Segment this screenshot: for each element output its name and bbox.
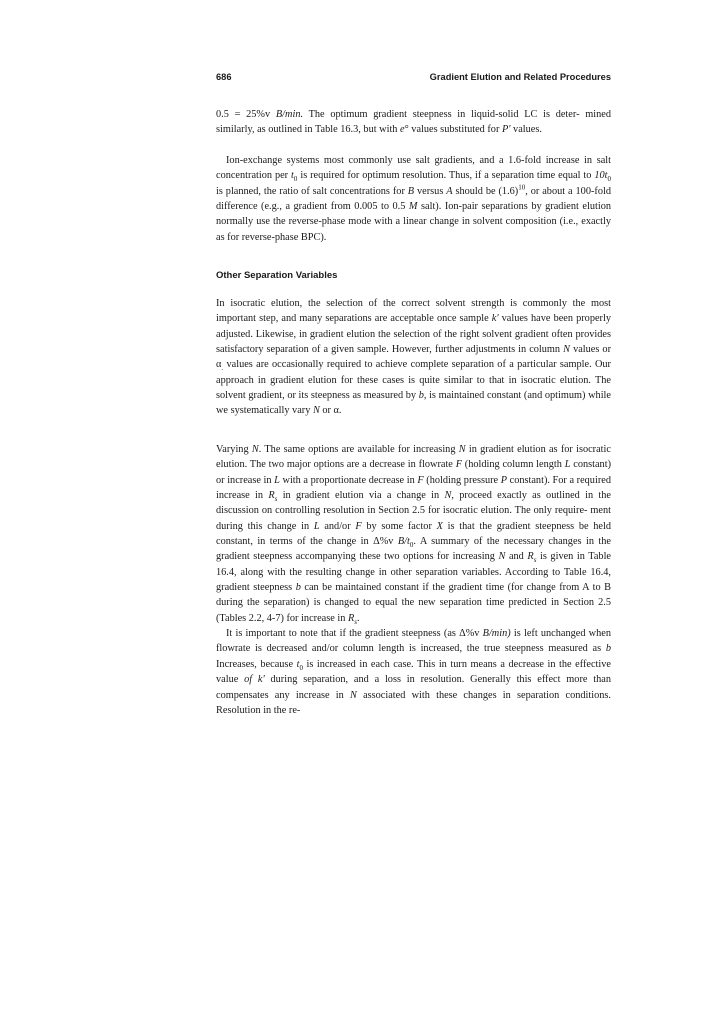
paragraph-continued (216, 107, 611, 138)
paragraph-text: It is important to note that if the gradient steepness (as Δ%v B/min) is left unchanged when flowrate is decreased and/or column length is increased, the true steepness measured as b Increases, because $t_0$ is increased in each case. This in turn means a decrease in the effective value of k' during separation, and a loss in resolution. Generally this effect more than compensates any increase in N associated with these changes in separation conditions. Resolution in the re- (216, 628, 611, 716)
paragraph-text: In isocratic elution, the selection of the correct solvent strength is commonly the most important step, and many separations are acceptable once sample k' values have been properly adjusted. Likewise, in gradient elution the selection of the right solvent gradient often provides satisfactory separation of a given sample. However, further adjustments in column N values or $\alpha_.$ values are occasionally required to achieve complete separation of a particular sample. Our approach in gradient elution for these cases is quite similar to that in isocratic elution. The solvent gradient, or its steepness as measured by b, is maintained constant (and optimum) while we systematically vary N or α. (216, 298, 612, 417)
paragraph-text: Varying N. The same options are available for increasing N in gradient elution as for isocratic elution. The two major options are a decrease in flowrate F (holding column length L constant) or increase in L with a proportionate decrease in F (holding pressure P constant). For a required increase in $R_s$ in gradient elution via a change in N, proceed exactly as outlined in the discussion on controlling resolution in Section 2.5 for isocratic elution. The only require- ment during this change in L and/or F by some factor X is that the gradient steepness be held constant, in terms of the change in Δ%v $B/t_0$. A summary of the necessary changes in the gradient steepness accompanying these two options for increasing N and $R_s$ is given in Table 16.4, along with the resulting change in other separation variables. According to Table 16.4, gradient steepness b can be maintained constant if the gradient time (for change from A to B during the separation) is changed to equal the new separation time predicted in Section 2.5 (Tables 2.2, 4-7) for increase in $R_s$. It is important to note that if the gradient steepness (as Δ%v B/min) is left unchanged when flowrate is decreased and/or column length is increased, the true steepness measured as b Increases, because $t_0$ is increased in each case. This in turn means a decrease in the effective value of k' during separation, and a loss in resolution. Generally this effect more than compensates any increase in N associated with these changes in separation conditions. Resolution in the re- (216, 442, 611, 718)
paragraph-ion-exchange (216, 153, 611, 245)
section-heading: Other Separation Variables (216, 270, 338, 281)
paragraph-varying-n (216, 442, 611, 718)
paragraph-isocratic (216, 296, 611, 419)
paragraph-text: Ion-exchange systems most commonly use salt gradients, and a 1.6-fold increase in salt concentration per $t_0$ is required for optimum resolution. Thus, if a separation time equal to $10t_0$ is planned, the ratio of salt concentrations for B versus A should be $(1.6)^{10}$, or about a 100-fold difference (e.g., a gradient from 0.005 to 0.5 M salt). Ion-pair separations by gradient elution normally use the reverse-phase mode with a linear change in solvent composition (i.e., exactly as for reverse-phase BPC). (216, 155, 611, 243)
paragraph-text: 0.5 = 25%v B/min. The optimum gradient steepness in liquid-solid LC is deter- mined similarly, as outlined in Table 16.3, but with e° values substituted for P' values. (216, 109, 611, 136)
page-number: 686 (216, 72, 232, 82)
running-title: Gradient Elution and Related Procedures (429, 72, 611, 82)
page-header (216, 70, 611, 90)
